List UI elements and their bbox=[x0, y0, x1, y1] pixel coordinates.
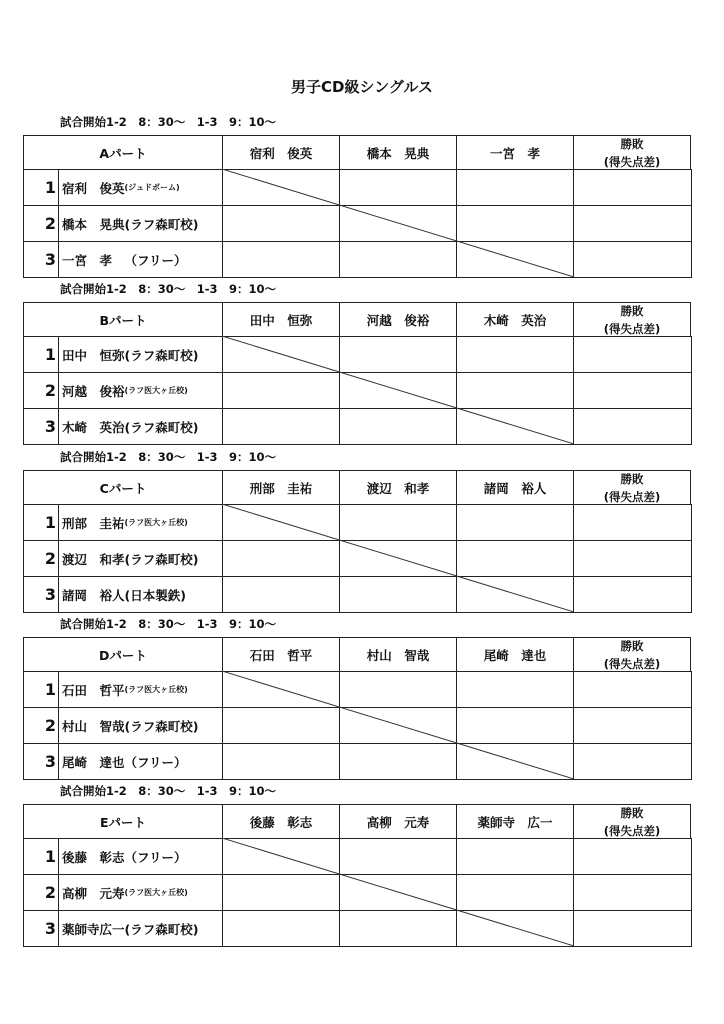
player-number: 2 bbox=[23, 707, 59, 744]
page-title: 男子CD級シングルス bbox=[291, 78, 433, 96]
point-diff-label: (得失点差) bbox=[603, 154, 661, 169]
player-team: (ラフ森町校) bbox=[124, 551, 199, 567]
player-number: 2 bbox=[23, 874, 59, 911]
player-name-cell bbox=[58, 838, 223, 875]
opponent-header: 村山 智哉 bbox=[339, 637, 457, 672]
score-cell[interactable] bbox=[573, 336, 692, 373]
player-name: 一宮 孝 bbox=[62, 252, 125, 268]
player-number: 3 bbox=[23, 910, 59, 947]
player-name-cell bbox=[58, 504, 223, 541]
result-header bbox=[573, 637, 691, 672]
player-name: 刑部 圭祐 bbox=[62, 515, 125, 531]
player-number: 3 bbox=[23, 241, 59, 278]
diagonal-line bbox=[222, 169, 574, 277]
schedule-label: 試合開始1-2 8：30～ 1-3 9：10～ bbox=[60, 282, 277, 296]
player-name-cell bbox=[58, 874, 223, 911]
player-number: 2 bbox=[23, 372, 59, 409]
point-diff-label: (得失点差) bbox=[603, 656, 661, 671]
player-team: (ラフ森町校) bbox=[124, 921, 199, 937]
result-header bbox=[573, 302, 691, 337]
player-team: (ラフ医大ヶ丘校) bbox=[124, 518, 188, 527]
part-header: Aパート bbox=[23, 135, 223, 170]
opponent-header: 河越 俊裕 bbox=[339, 302, 457, 337]
player-number: 2 bbox=[23, 205, 59, 242]
player-name: 石田 哲平 bbox=[62, 682, 125, 698]
result-label: 勝敗 bbox=[620, 303, 644, 318]
player-name: 村山 智哉 bbox=[62, 718, 125, 734]
result-label: 勝敗 bbox=[620, 638, 644, 653]
player-name-cell bbox=[58, 707, 223, 744]
player-name-cell bbox=[58, 540, 223, 577]
player-team: （フリー） bbox=[124, 252, 187, 268]
opponent-header: 諸岡 裕人 bbox=[456, 470, 574, 505]
score-cell[interactable] bbox=[573, 372, 692, 409]
result-header bbox=[573, 135, 691, 170]
player-name: 河越 俊裕 bbox=[62, 383, 125, 399]
score-cell[interactable] bbox=[573, 838, 692, 875]
player-name: 田中 恒弥 bbox=[62, 347, 125, 363]
result-label: 勝敗 bbox=[620, 136, 644, 151]
self-match-diagonal bbox=[222, 336, 574, 444]
player-team: (ラフ森町校) bbox=[124, 347, 199, 363]
opponent-header: 石田 哲平 bbox=[222, 637, 340, 672]
opponent-header: 一宮 孝 bbox=[456, 135, 574, 170]
diagonal-line bbox=[222, 671, 574, 779]
diagonal-line bbox=[222, 504, 574, 612]
diagonal-line bbox=[222, 336, 574, 444]
opponent-header: 渡辺 和孝 bbox=[339, 470, 457, 505]
player-name: 高柳 元寿 bbox=[62, 885, 125, 901]
score-cell[interactable] bbox=[573, 743, 692, 780]
opponent-header: 高柳 元寿 bbox=[339, 804, 457, 839]
part-header: Cパート bbox=[23, 470, 223, 505]
player-number: 3 bbox=[23, 576, 59, 613]
self-match-diagonal bbox=[222, 671, 574, 779]
player-number: 1 bbox=[23, 838, 59, 875]
schedule-label: 試合開始1-2 8：30～ 1-3 9：10～ bbox=[60, 450, 277, 464]
player-team: (ラフ森町校) bbox=[124, 718, 199, 734]
opponent-header: 薬師寺 広一 bbox=[456, 804, 574, 839]
schedule-label: 試合開始1-2 8：30～ 1-3 9：10～ bbox=[60, 784, 277, 798]
player-name-cell bbox=[58, 576, 223, 613]
player-number: 1 bbox=[23, 504, 59, 541]
player-team: (ラフ医大ヶ丘校) bbox=[124, 685, 188, 694]
player-name-cell bbox=[58, 743, 223, 780]
player-name: 木崎 英治 bbox=[62, 419, 125, 435]
result-header bbox=[573, 470, 691, 505]
point-diff-label: (得失点差) bbox=[603, 489, 661, 504]
player-team: (ラフ森町校) bbox=[124, 216, 199, 232]
player-number: 1 bbox=[23, 336, 59, 373]
opponent-header: 木崎 英治 bbox=[456, 302, 574, 337]
score-cell[interactable] bbox=[573, 205, 692, 242]
player-team: （フリー） bbox=[124, 754, 187, 770]
player-name: 宿利 俊英 bbox=[62, 180, 125, 196]
score-cell[interactable] bbox=[573, 874, 692, 911]
player-number: 1 bbox=[23, 169, 59, 206]
player-name: 薬師寺広一 bbox=[62, 921, 125, 937]
player-number: 3 bbox=[23, 743, 59, 780]
score-cell[interactable] bbox=[573, 910, 692, 947]
player-name-cell bbox=[58, 372, 223, 409]
self-match-diagonal bbox=[222, 504, 574, 612]
player-name: 諸岡 裕人 bbox=[62, 587, 125, 603]
opponent-header: 田中 恒弥 bbox=[222, 302, 340, 337]
player-name: 尾崎 達也 bbox=[62, 754, 125, 770]
score-cell[interactable] bbox=[573, 540, 692, 577]
diagonal-line bbox=[222, 838, 574, 946]
player-team: (ジュドボーム) bbox=[124, 183, 180, 192]
match-table bbox=[23, 637, 691, 778]
match-table bbox=[23, 135, 691, 276]
player-name: 橋本 晃典 bbox=[62, 216, 125, 232]
opponent-header: 橋本 晃典 bbox=[339, 135, 457, 170]
score-cell[interactable] bbox=[573, 671, 692, 708]
player-name-cell bbox=[58, 205, 223, 242]
player-number: 2 bbox=[23, 540, 59, 577]
score-cell[interactable] bbox=[573, 241, 692, 278]
player-name: 渡辺 和孝 bbox=[62, 551, 125, 567]
point-diff-label: (得失点差) bbox=[603, 823, 661, 838]
result-header bbox=[573, 804, 691, 839]
opponent-header: 後藤 彰志 bbox=[222, 804, 340, 839]
score-cell[interactable] bbox=[573, 576, 692, 613]
player-name-cell bbox=[58, 408, 223, 445]
self-match-diagonal bbox=[222, 169, 574, 277]
player-name-cell bbox=[58, 336, 223, 373]
score-cell[interactable] bbox=[573, 408, 692, 445]
part-header: Bパート bbox=[23, 302, 223, 337]
player-team: （フリー） bbox=[124, 849, 187, 865]
player-name-cell bbox=[58, 169, 223, 206]
player-number: 1 bbox=[23, 671, 59, 708]
match-table bbox=[23, 470, 691, 611]
player-number: 3 bbox=[23, 408, 59, 445]
player-team: (ラフ森町校) bbox=[124, 419, 199, 435]
player-team: (ラフ医大ヶ丘校) bbox=[124, 386, 188, 395]
part-header: Dパート bbox=[23, 637, 223, 672]
player-team: (日本製鉄) bbox=[124, 587, 186, 603]
result-label: 勝敗 bbox=[620, 471, 644, 486]
score-cell[interactable] bbox=[573, 707, 692, 744]
player-name: 後藤 彰志 bbox=[62, 849, 125, 865]
match-table bbox=[23, 302, 691, 443]
match-table bbox=[23, 804, 691, 945]
opponent-header: 宿利 俊英 bbox=[222, 135, 340, 170]
score-cell[interactable] bbox=[573, 504, 692, 541]
opponent-header: 尾崎 達也 bbox=[456, 637, 574, 672]
result-label: 勝敗 bbox=[620, 805, 644, 820]
schedule-label: 試合開始1-2 8：30～ 1-3 9：10～ bbox=[60, 617, 277, 631]
opponent-header: 刑部 圭祐 bbox=[222, 470, 340, 505]
player-name-cell bbox=[58, 241, 223, 278]
schedule-label: 試合開始1-2 8：30～ 1-3 9：10～ bbox=[60, 115, 277, 129]
player-name-cell bbox=[58, 671, 223, 708]
self-match-diagonal bbox=[222, 838, 574, 946]
player-team: (ラフ医大ヶ丘校) bbox=[124, 888, 188, 897]
score-cell[interactable] bbox=[573, 169, 692, 206]
point-diff-label: (得失点差) bbox=[603, 321, 661, 336]
player-name-cell bbox=[58, 910, 223, 947]
part-header: Eパート bbox=[23, 804, 223, 839]
